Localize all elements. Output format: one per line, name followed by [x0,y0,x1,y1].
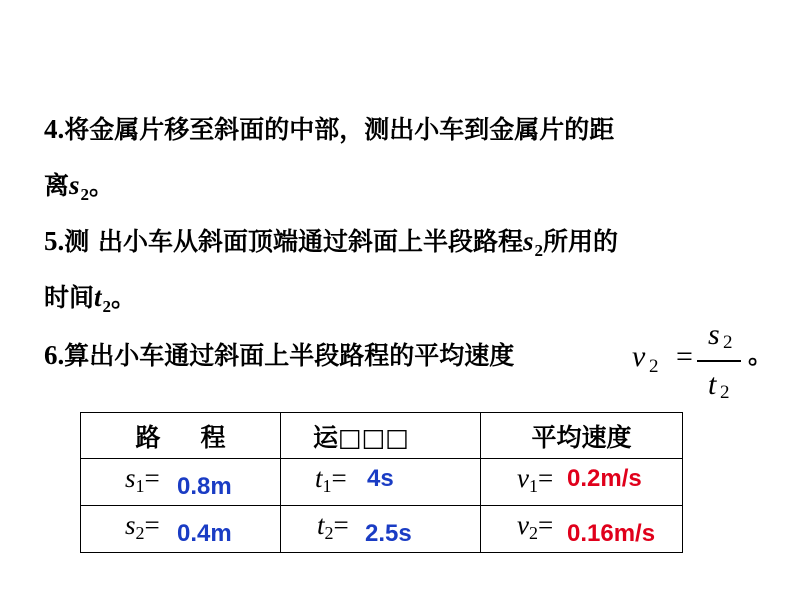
header-text: 程 [200,422,226,452]
formula-numerator-subscript: 2 [723,332,733,353]
step-text: 算出小车通过斜面上半段路程的平均速度 [64,341,515,370]
formula-denominator: t [708,368,717,401]
speed-value: 0.16m/s [567,520,656,547]
step-number: 4. [44,114,65,144]
label-sub: 2 [324,523,334,543]
label-sub: 1 [322,476,332,496]
header-average-speed: 平均速度 [481,413,683,459]
formula-lhs: v [632,340,646,373]
label-eq: = [144,463,160,493]
step-text: 所用的 [542,227,618,256]
header-text: 路 [135,422,161,452]
label-eq: = [537,510,554,540]
step-text: 离 [44,171,70,200]
formula-lhs-subscript: 2 [649,356,659,377]
subscript: 2 [102,297,112,316]
header-time: 运□□□ [281,413,481,459]
label-eq: = [144,510,160,540]
measurement-table [80,412,683,553]
formula-numerator: s [708,318,720,351]
subscript: 2 [534,241,543,260]
label-var: s [125,463,136,493]
speed-value: 0.2m/s [567,465,642,492]
table-header-row [81,413,683,459]
variable-s: s [69,170,80,200]
subscript: 2 [80,185,90,204]
step-4-line1 [44,112,614,147]
label-var: t [315,463,323,493]
label-var: v [517,463,529,493]
step-6-line [44,338,514,373]
distance-value: 0.8m [177,473,232,500]
time-cell [281,506,481,553]
step-text: 时间 [44,283,95,312]
label-eq: = [537,463,554,493]
label-eq: = [333,510,349,540]
step-number: 6. [44,340,65,370]
speed-cell [481,459,683,506]
formula-denominator-subscript: 2 [720,382,730,403]
formula-equals: = [676,340,693,373]
variable-t: t [94,282,102,312]
time-value: 2.5s [365,520,412,547]
step-5-line1 [44,224,618,268]
time-cell [281,459,481,506]
step-5-line2 [44,280,136,324]
step-number: 5. [44,226,65,256]
distance-cell [81,459,281,506]
distance-cell [81,506,281,553]
punctuation: 。 [89,171,115,200]
table-row [81,459,683,506]
label-sub: 1 [135,476,145,496]
label-var: t [317,510,325,540]
label-sub: 2 [528,523,538,543]
speed-cell [481,506,683,553]
step-4-line2 [44,168,114,212]
distance-value: 0.4m [177,520,232,547]
step-text: 将金属片移至斜面的中部，测出小车到金属片的距 [64,115,615,144]
step-text: 测 出小车从斜面顶端通过斜面上半段路程 [64,227,523,256]
fraction-bar [697,360,741,362]
time-value: 4s [367,465,394,492]
variable-s: s [522,226,534,256]
label-sub: 1 [528,476,538,496]
table-row [81,506,683,553]
label-var: s [125,510,136,540]
header-distance [81,413,281,459]
formula-period: 。 [748,340,774,369]
label-var: v [517,510,529,540]
punctuation: 。 [111,283,137,312]
label-sub: 2 [135,523,145,543]
label-eq: = [331,463,347,493]
